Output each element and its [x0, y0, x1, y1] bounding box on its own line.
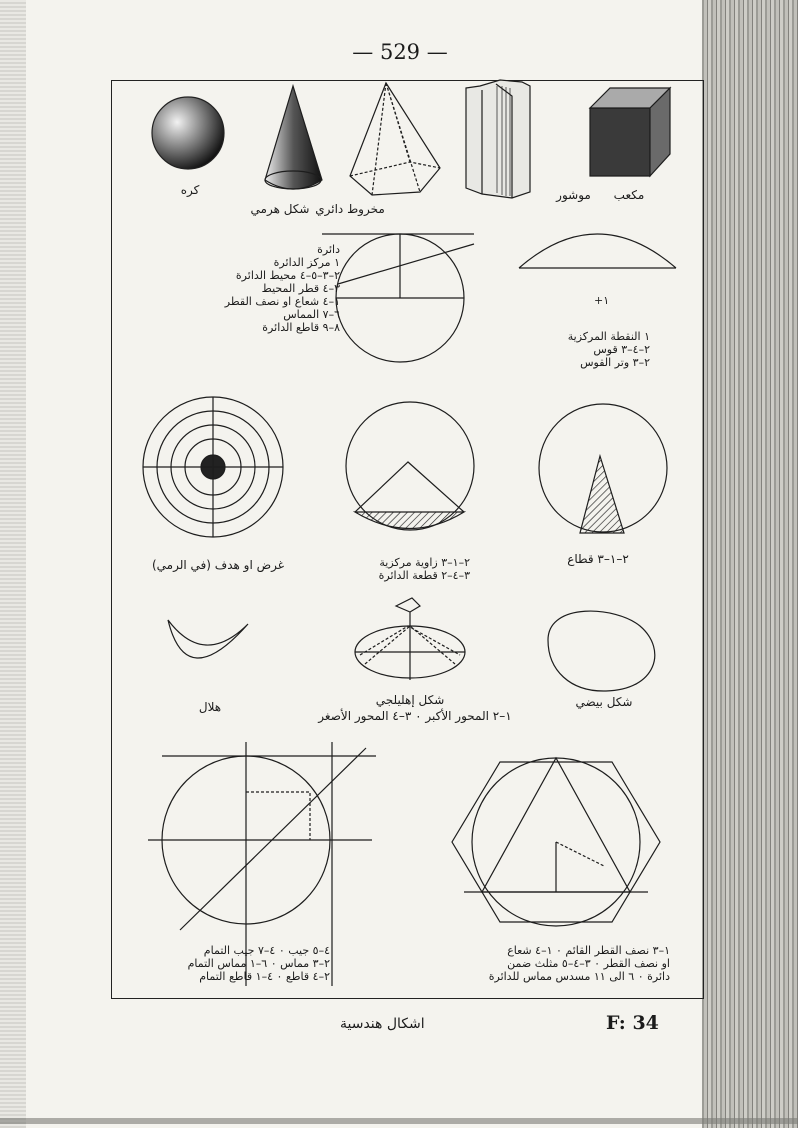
pyramid-shape	[350, 83, 440, 195]
oval-shape	[548, 611, 655, 691]
circle-legend	[180, 243, 340, 334]
sector-caption: ٢–١–٣ قطاع	[567, 552, 629, 566]
oval-caption: شكل بيضي	[575, 695, 633, 709]
segment-caption-line: ٣–٤–٢ قطعة الدائرة	[378, 569, 470, 582]
circle-parts-diagram	[322, 234, 474, 362]
prism-caption: موشور	[556, 188, 591, 202]
circle-legend-line: ٨–٩ قاطع الدائرة	[262, 321, 340, 334]
crescent-shape	[168, 620, 248, 658]
sphere-caption: كره	[180, 183, 200, 197]
ellipse-caption: شكل إهليلجي	[375, 693, 445, 707]
circle-legend-line: ٢–٣–٥–٤ محيط الدائرة	[235, 269, 340, 282]
plate-caption: اشكال هندسية	[340, 1016, 425, 1032]
circle-legend-line: ٣–٤ قطر المحيط	[261, 282, 340, 295]
segment-caption-line: ٢–١–٣ زاوية مركزية	[379, 556, 470, 569]
arc-legend	[530, 330, 650, 369]
trig-caption-line: ٢–٤ قاطع ٠ ٤–١ قاطع التمام	[199, 970, 330, 983]
polygon-caption-line: دائرة ٠ ٦ الى ١١ مسدس مماس للدائرة	[488, 970, 670, 983]
polygon-caption-line: ١–٣ نصف القطر القائم ٠ ١–٤ شعاع	[507, 944, 670, 957]
arc-legend-line: ١ النقطة المركزية	[567, 330, 650, 343]
ellipse-diagram	[355, 598, 465, 680]
cube-shape	[590, 88, 670, 176]
svg-text:+١: +١	[594, 294, 610, 307]
sector-diagram	[539, 404, 667, 533]
ellipse-axes-caption: ١–٢ المحور الأكبر ٠ ٣–٤ المحور الأصغر	[318, 709, 512, 723]
segment-caption	[340, 556, 470, 582]
circle-legend-title: دائرة	[317, 243, 340, 256]
sphere-shape	[152, 97, 224, 169]
target-caption: غرض او هدف (في الرمي)	[152, 558, 284, 572]
pyramid-caption: شكل هرمي	[250, 202, 310, 216]
prism-shape	[466, 80, 530, 198]
trig-caption-line: ٢–٣ مماس ٠ ٦–١ مماس التمام	[187, 957, 330, 970]
plate-number: F: 34	[606, 1012, 659, 1034]
segment-diagram	[346, 402, 474, 530]
page-number: — 529 —	[352, 40, 448, 64]
cone-caption: مخروط دائري	[315, 202, 385, 216]
polygon-caption	[430, 944, 670, 983]
circle-legend-line: ١–٤ شعاع او نصف القطر	[224, 295, 340, 308]
arc-legend-line: ٢–٤–٣ قوس	[593, 343, 650, 356]
cone-shape	[265, 86, 322, 189]
polygon-caption-line: او نصف القطر ٠ ٣–٤–٥ مثلث ضمن	[507, 957, 670, 970]
circle-legend-line: ١ مركز الدائرة	[273, 256, 340, 269]
crescent-caption: هلال	[198, 700, 222, 714]
target-diagram	[143, 397, 283, 537]
arc-diagram	[519, 234, 676, 307]
arc-legend-line: ٢–٣ وتر القوس	[580, 356, 650, 369]
hexagon-triangle-diagram	[452, 758, 660, 926]
cube-caption: مكعب	[613, 188, 645, 202]
circle-legend-line: ٦–٧ المماس	[283, 308, 340, 321]
trig-caption	[170, 944, 330, 983]
trig-caption-line: ٤–٥ جيب ٠ ٤–٧ جيب التمام	[203, 944, 330, 957]
